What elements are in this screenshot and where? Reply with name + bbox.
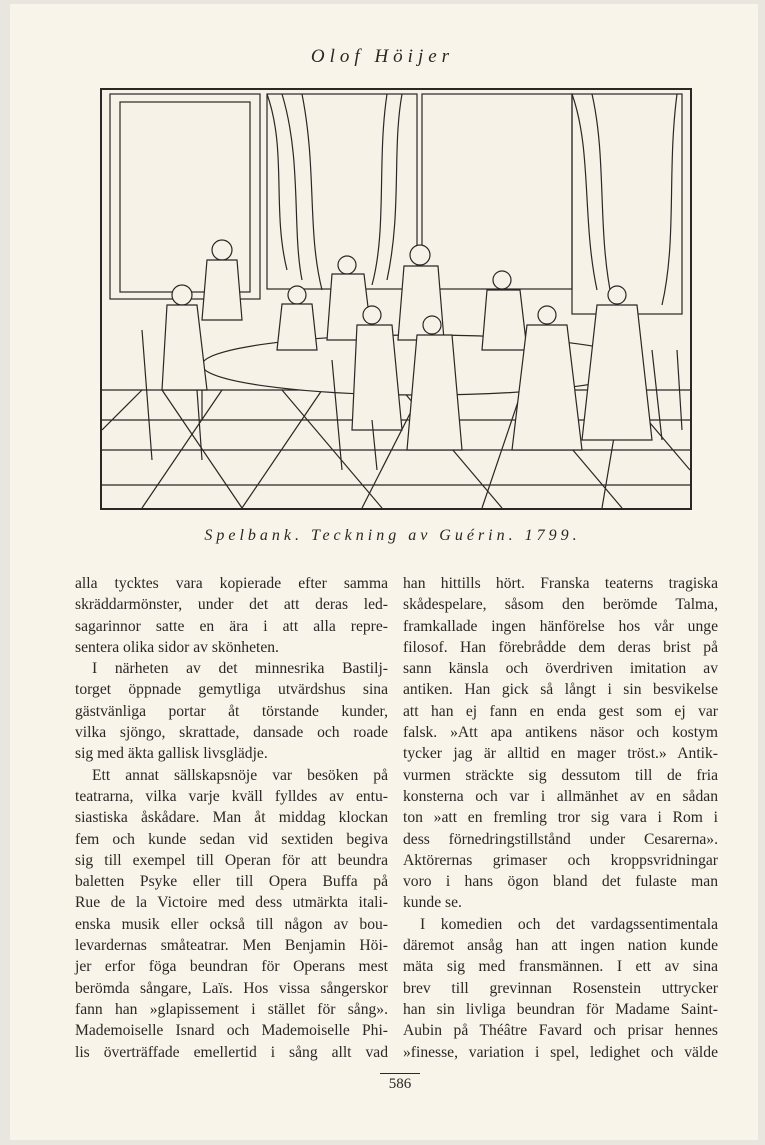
text-line: teatrarna, vilka varje kväll fylldes av entu- bbox=[75, 787, 388, 805]
text-line: enska musik eller också till någon av bou- bbox=[75, 915, 388, 933]
text-line: voro i hans ögon bland det fulaste man bbox=[403, 873, 718, 891]
text-line: I komedien och det vardagssentimentala bbox=[420, 915, 718, 933]
right-text-column bbox=[403, 573, 718, 1063]
text-line: framkallade ingen hänförelse hos vår unge bbox=[403, 617, 718, 635]
text-line: kunde se. bbox=[403, 894, 462, 912]
text-line: däremot ansåg han att ingen nation kunde bbox=[403, 937, 718, 955]
text-line: skådespelare, såsom den berömde Talma, bbox=[403, 596, 718, 614]
text-line: Mademoiselle Isnard och Mademoiselle Phi- bbox=[75, 1022, 388, 1040]
text-line: I närheten av det minnesrika Bastilj- bbox=[92, 660, 388, 678]
text-line: sentera olika sidor av skönheten. bbox=[75, 638, 279, 656]
text-line: sig med äkta gallisk livsglädje. bbox=[75, 745, 268, 763]
text-line: tycker jag är alltid en mager tröst.» Antik- bbox=[403, 745, 718, 763]
text-line: alla tycktes vara kopierade efter samma bbox=[75, 575, 388, 592]
text-line: sig till exempel till Operan för att beundra bbox=[75, 851, 388, 869]
text-line: sagarinnor satte en ära i att alla repre- bbox=[75, 617, 388, 635]
text-line: dess förnedringstillstånd under Cesarerna». bbox=[403, 830, 718, 848]
text-line: fem och kunde sedan vid sextiden begiva bbox=[75, 830, 388, 848]
text-line: han sin livliga beundran för Madame Saint- bbox=[403, 1000, 718, 1018]
text-line: gästvänliga portar åt törstande kunder, bbox=[75, 702, 388, 720]
text-line: han hittills hört. Franska teaterns tragiska bbox=[403, 575, 718, 592]
text-line: skräddarmönster, under det att deras led- bbox=[75, 596, 388, 614]
page-number: 586 bbox=[380, 1073, 420, 1093]
text-line: att han ej fann en enda gest som ej var bbox=[403, 702, 718, 720]
text-line: baletten Psyke eller till Opera Buffa på bbox=[75, 873, 388, 891]
text-line: Aubin på Théâtre Favard och prisar hennes bbox=[403, 1022, 718, 1040]
text-line: fann han »glapissement i stället för sång». bbox=[75, 1000, 388, 1018]
text-line: jer erfor föga beundran för Operans mest bbox=[75, 958, 388, 976]
text-line: siastiska åskådare. Man åt middag klockan bbox=[75, 809, 388, 827]
text-line: lis överträffade emellertid i sång allt vad bbox=[75, 1043, 388, 1061]
illustration-caption: Spelbank. Teckning av Guérin. 1799. bbox=[204, 527, 581, 544]
text-line: Ett annat sällskapsnöje var besöken på bbox=[92, 766, 388, 784]
text-line: konsterna och var i allmänhet av en sådan bbox=[403, 787, 718, 805]
gambling-scene-drawing bbox=[102, 90, 690, 508]
text-line: brev till grevinnan Rosenstein uttrycker bbox=[403, 979, 718, 997]
text-line: berömda sångare, Laïs. Hos vissa sångerskor bbox=[75, 979, 388, 997]
text-line: vurmen sträckte sig dessutom till de fria bbox=[403, 766, 718, 784]
text-line: antiken. Han gick så långt i sin besvikelse bbox=[403, 681, 718, 699]
text-line: falsk. »Att apa antikens näsor och kostym bbox=[403, 724, 718, 742]
text-line: »finesse, variation i spel, ledighet och välde bbox=[403, 1043, 718, 1061]
left-text-column bbox=[75, 573, 388, 1063]
text-line: mäta sig med fransmännen. I ett av sina bbox=[403, 958, 718, 976]
text-line: ton »att en fremling tror sig vara i Rom i bbox=[403, 809, 718, 827]
text-line: levardernas småteatrar. Men Benjamin Höi- bbox=[75, 937, 388, 955]
text-line: vilka sjöngo, skrattade, dansade och roade bbox=[75, 724, 388, 742]
text-line: filosof. Han förebrådde dem deras brist på bbox=[403, 638, 718, 656]
text-line: sann känsla och överdriven imitation av bbox=[403, 660, 718, 678]
text-line: Rue de la Victoire med dess utmärkta itali- bbox=[75, 894, 388, 912]
text-line: Aktörernas grimaser och kroppsvridningar bbox=[403, 851, 718, 869]
running-header: Olof Höijer bbox=[310, 46, 455, 67]
engraving-illustration bbox=[100, 88, 692, 510]
text-line: torget öppnade gemytliga utvärdshus sina bbox=[75, 681, 388, 699]
